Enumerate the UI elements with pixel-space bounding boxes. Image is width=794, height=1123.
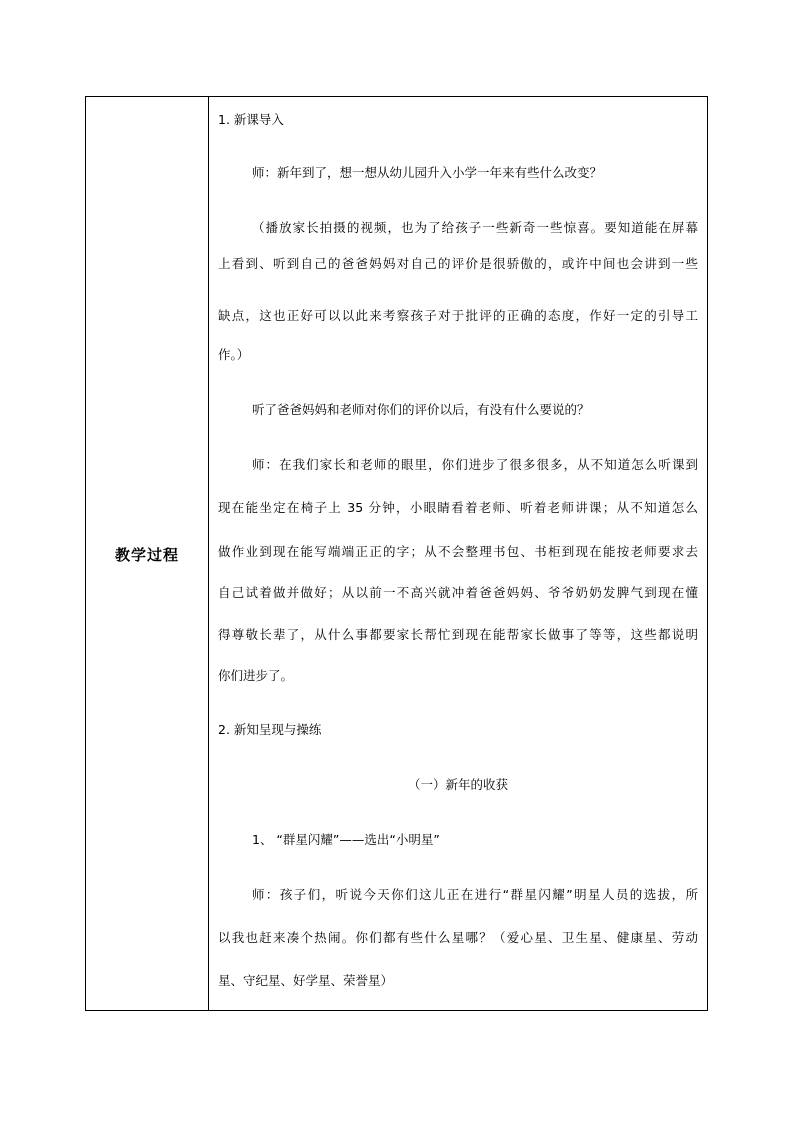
subsection-heading: （一）新年的收获 xyxy=(407,777,508,792)
paragraph-line: 现在能坐定在椅子上 35 分钟，小眼睛看着老师、听着老师讲课；从不知道怎么 xyxy=(218,500,698,515)
section-heading-new-knowledge: 2. 新知呈现与操练 xyxy=(218,722,322,737)
content-cell xyxy=(209,97,707,1010)
paragraph-line: 师：孩子们，听说今天你们这儿正在进行“群星闪耀”明星人员的选拔，所 xyxy=(252,887,698,902)
paragraph-line: 听了爸爸妈妈和老师对你们的评价以后，有没有什么要说的？ xyxy=(252,402,590,417)
paragraph-line: 星、守纪星、好学星、荣誉星） xyxy=(218,973,394,988)
paragraph-line: 以我也赶来凑个热闹。你们都有些什么星哪？（爱心星、卫生星、健康星、劳动 xyxy=(218,930,698,945)
paragraph-line: 你们进步了。 xyxy=(218,668,294,683)
lesson-table xyxy=(85,96,708,1011)
paragraph-line: 师：在我们家长和老师的眼里，你们进步了很多很多，从不知道怎么听课到 xyxy=(252,457,698,472)
paragraph-line: 作。） xyxy=(218,347,250,362)
paragraph-line: 得尊敬长辈了，从什么事都要家长帮忙到现在能帮家长做事了等等，这些都说明 xyxy=(218,627,698,642)
paragraph-line: （播放家长拍摄的视频，也为了给孩子一些新奇一些惊喜。要知道能在屏幕 xyxy=(252,220,698,235)
paragraph-line: 师：新年到了，想一想从幼儿园升入小学一年来有些什么改变？ xyxy=(252,165,603,180)
row-label-teaching-process: 教学过程 xyxy=(86,97,209,1010)
paragraph-line: 缺点，这也正好可以以此来考察孩子对于批评的正确的态度，作好一定的引导工 xyxy=(218,308,698,323)
paragraph-line: 自己试着做并做好；从以前一不高兴就冲着爸爸妈妈、爷爷奶奶发脾气到现在懂 xyxy=(218,585,698,600)
paragraph-line: 做作业到现在能写端端正正的字；从不会整理书包、书柜到现在能按老师要求去 xyxy=(218,544,698,559)
paragraph-line: 上看到、听到自己的爸爸妈妈对自己的评价是很骄傲的，或许中间也会讲到一些 xyxy=(218,256,698,271)
item-heading: 1、 “群星闪耀”——选出“小明星” xyxy=(252,832,440,847)
section-heading-intro: 1. 新课导入 xyxy=(218,112,284,127)
